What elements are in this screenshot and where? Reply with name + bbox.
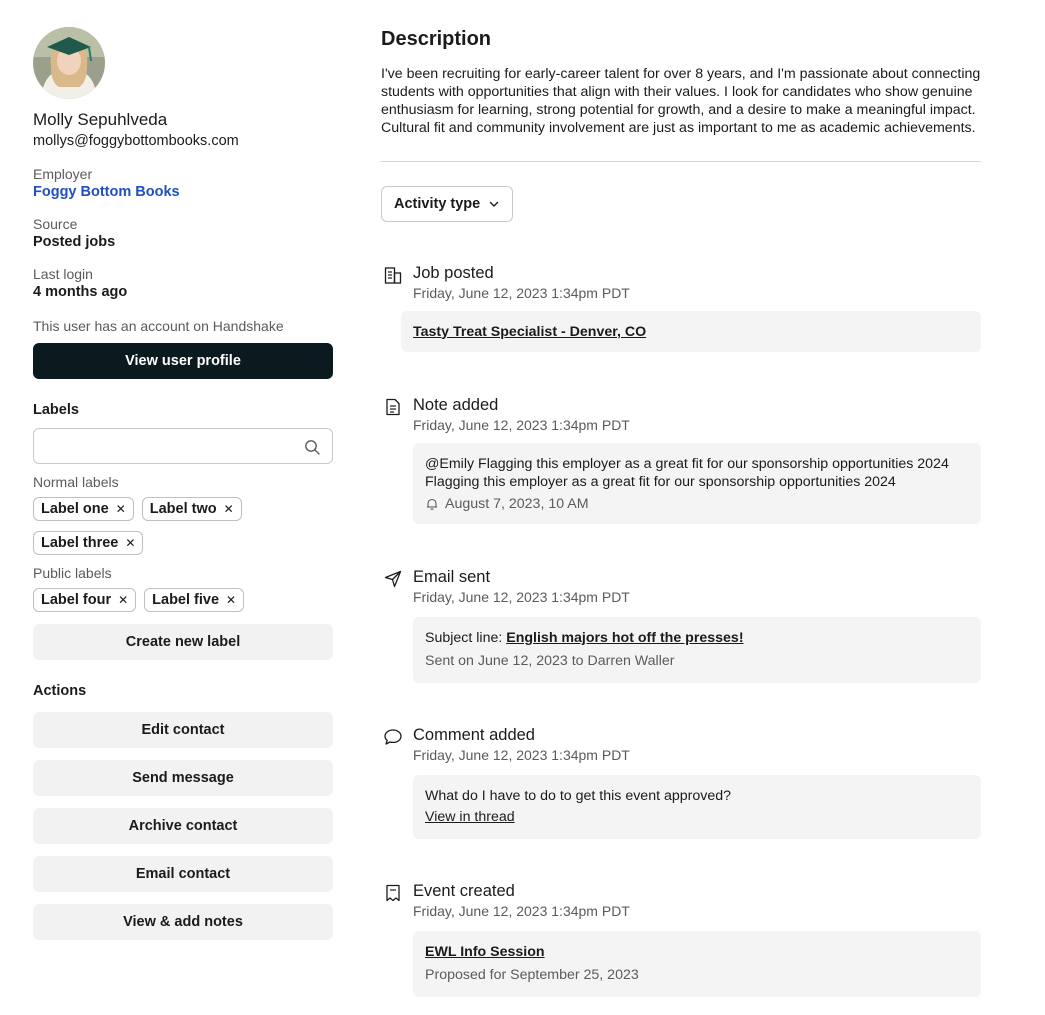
label-chip-text: Label four [41,592,112,608]
create-new-label-button[interactable]: Create new label [33,624,333,660]
label-search-field[interactable] [33,428,333,464]
remove-label-icon[interactable]: ✕ [125,536,136,550]
activity-title: Comment added [413,726,535,744]
normal-labels-title: Normal labels [33,474,119,490]
email-subject-line [425,629,969,647]
activity-item-job-posted [381,263,981,355]
activity-title: Email sent [413,568,491,586]
subject-prefix: Subject line: [425,630,503,646]
email-contact-button[interactable]: Email contact [33,856,333,892]
employer-link[interactable]: Foggy Bottom Books [33,184,180,200]
note-body: @Emily Flagging this employer as a great fit for our sponsorship opportunities 2024 Flagging this employer as a great fit for our sponsorship opportunities 2024 [425,456,949,490]
activity-type-label: Activity type [394,196,481,212]
comment-body: What do I have to do to get this event approved? [425,788,732,804]
activity-title: Note added [413,396,499,414]
label-chip[interactable] [33,497,134,521]
employer-label: Employer [33,166,93,182]
description-title: Description [381,28,492,50]
avatar [33,27,105,99]
activity-date: Friday, June 12, 2023 1:34pm PDT [413,903,630,919]
label-chip[interactable] [144,588,244,612]
account-note: This user has an account on Handshake [33,318,284,334]
remove-label-icon[interactable]: ✕ [115,502,126,516]
comment-icon [383,727,403,747]
view-user-profile-button[interactable]: View user profile [33,343,333,379]
activity-card [413,931,981,997]
last-login-label: Last login [33,266,93,282]
event-proposed-date: Proposed for September 25, 2023 [425,967,639,983]
label-chip-text: Label five [152,592,220,608]
label-chip[interactable] [33,531,143,555]
source-label: Source [33,216,78,232]
label-chip[interactable] [142,497,242,521]
remove-label-icon[interactable]: ✕ [223,502,234,516]
email-sent-info: Sent on June 12, 2023 to Darren Waller [425,653,675,669]
activity-date: Friday, June 12, 2023 1:34pm PDT [413,285,630,301]
activity-date: Friday, June 12, 2023 1:34pm PDT [413,747,630,763]
divider [381,161,981,162]
label-chip-text: Label three [41,535,119,551]
label-search-input[interactable] [34,429,332,463]
activity-type-filter[interactable] [381,186,513,222]
view-in-thread-link[interactable]: View in thread [425,809,515,825]
chevron-down-icon [488,198,500,210]
source-value: Posted jobs [33,234,116,250]
bell-icon [425,497,439,511]
note-reminder [425,495,969,513]
activity-item-comment-added [381,725,981,841]
actions-title: Actions [33,683,87,699]
reminder-text: August 7, 2023, 10 AM [445,496,589,512]
activity-card [413,775,981,839]
send-icon [383,569,403,589]
job-link[interactable]: Tasty Treat Specialist - Denver, CO [413,323,647,340]
normal-labels-list [33,497,293,555]
email-subject-link[interactable]: English majors hot off the presses! [506,630,744,646]
document-icon [383,397,403,417]
contact-name: Molly Sepuhlveda [33,110,168,129]
activity-date: Friday, June 12, 2023 1:34pm PDT [413,589,630,605]
remove-label-icon[interactable]: ✕ [118,593,129,607]
send-message-button[interactable]: Send message [33,760,333,796]
activity-card [401,311,981,352]
activity-item-note-added [381,395,981,525]
contact-sidebar [33,27,333,940]
ticket-icon [383,883,403,903]
contact-email: mollys@foggybottombooks.com [33,133,239,149]
activity-item-event-created [381,881,981,999]
building-icon [383,265,403,285]
label-chip[interactable] [33,588,136,612]
public-labels-list [33,588,293,612]
labels-title: Labels [33,402,79,418]
activity-card [413,443,981,524]
public-labels-title: Public labels [33,565,112,581]
activity-date: Friday, June 12, 2023 1:34pm PDT [413,417,630,433]
remove-label-icon[interactable]: ✕ [226,593,237,607]
view-add-notes-button[interactable]: View & add notes [33,904,333,940]
label-chip-text: Label one [41,501,109,517]
description-body: I've been recruiting for early-career talent for over 8 years, and I'm passionate about connecting students with opportunities that align with their values. I look for candidates who show genuine enthusiasm for learning, strong potential for growth, and a desire to make a meaningful impact. Cultural fit and community involvement are just as important to me as academic achievements. [381,66,981,136]
activity-card [413,617,981,683]
activity-item-email-sent [381,567,981,685]
archive-contact-button[interactable]: Archive contact [33,808,333,844]
event-link[interactable]: EWL Info Session [425,944,545,960]
last-login-value: 4 months ago [33,284,128,300]
activity-title: Job posted [413,264,494,282]
activity-title: Event created [413,882,515,900]
label-chip-text: Label two [149,501,217,517]
edit-contact-button[interactable]: Edit contact [33,712,333,748]
search-icon[interactable] [304,439,320,455]
activity-main [381,27,981,222]
